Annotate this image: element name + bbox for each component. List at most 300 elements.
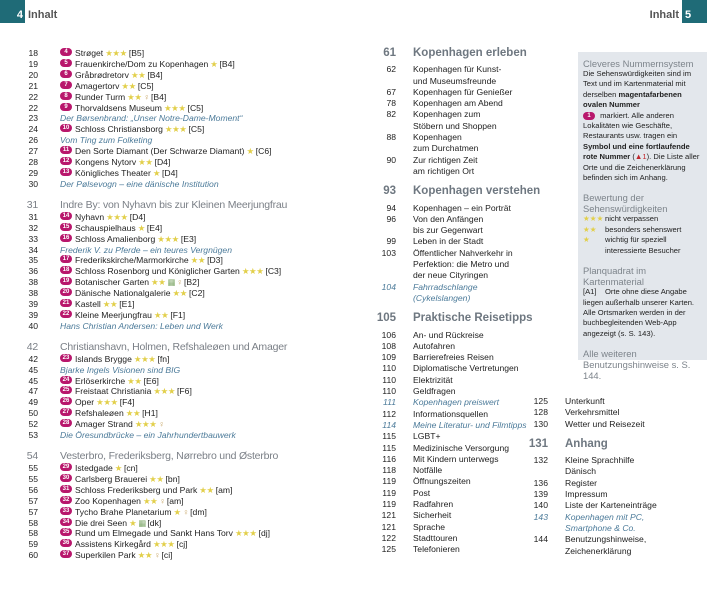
- sight-title: Die drei Seen: [75, 517, 128, 528]
- sight-entry[interactable]: [0, 70, 300, 81]
- sight-number-badge: 18: [60, 266, 72, 274]
- star-rating: ★★: [151, 277, 166, 288]
- map-grid-ref: [cj]: [176, 539, 188, 550]
- sight-entry[interactable]: [0, 299, 300, 310]
- sight-number-badge: 30: [60, 474, 72, 482]
- star-rating: ★: [152, 167, 161, 178]
- toc-entry[interactable]: [505, 407, 705, 418]
- page-number: 52: [28, 419, 38, 430]
- badge-example: 1: [583, 112, 595, 120]
- sight-entry[interactable]: [0, 485, 300, 496]
- red-symbol-icon: ▲1: [634, 152, 647, 162]
- page-number: 96: [386, 213, 396, 224]
- star-rating: ★: [173, 506, 181, 517]
- map-grid-ref: [E4]: [146, 222, 163, 233]
- sight-number-badge: 26: [60, 397, 72, 405]
- sight-entry[interactable]: [0, 408, 300, 419]
- sight-entry[interactable]: [0, 288, 300, 299]
- sight-title: Amagertorv: [75, 80, 120, 91]
- entry-title: Elektrizität: [413, 374, 453, 385]
- entry-title: Leben in der Stadt: [413, 236, 484, 247]
- entry-title: Öffnungszeiten: [413, 476, 471, 487]
- map-grid-ref: [B5]: [128, 48, 145, 58]
- page-number: 32: [28, 222, 38, 233]
- sight-number-badge: 21: [60, 299, 72, 307]
- page-number: 54: [26, 450, 38, 462]
- page-number: 118: [382, 465, 396, 476]
- chapter-title: Kopenhagen erleben: [413, 47, 527, 59]
- star-rating: ★★: [137, 550, 153, 561]
- page-number: 19: [28, 58, 38, 69]
- legend-row: [583, 225, 702, 235]
- sight-title: Tycho Brahe Planetarium: [75, 506, 172, 517]
- sight-title: Schauspielhaus: [75, 222, 136, 233]
- sight-entry[interactable]: [0, 539, 300, 550]
- sight-number-badge: 23: [60, 354, 72, 362]
- entry-title: Post: [413, 487, 431, 498]
- page-number: 49: [28, 397, 38, 408]
- sight-title: Den Sorte Diamant (Der Schwarze Diamant): [75, 146, 245, 157]
- star-rating: ★: [246, 146, 254, 157]
- page-number: 31: [26, 198, 38, 211]
- entry-title: Medizinische Versorgung: [413, 442, 510, 453]
- page-number: 119: [382, 476, 396, 487]
- page-number: 61: [383, 47, 396, 59]
- entry-title: Öffentlicher Nahverkehr in Perfektion: die Metro und der neue Cityringen: [413, 247, 513, 281]
- page-number: 119: [382, 487, 396, 498]
- entry-title: LGBT+: [413, 431, 441, 442]
- sight-entry[interactable]: [0, 48, 300, 59]
- page-number: 104: [381, 281, 396, 292]
- map-grid-ref: [dk]: [147, 517, 162, 528]
- star-rating: ★★★: [241, 266, 264, 277]
- star-rating: ★★★: [234, 528, 257, 539]
- feature-entry[interactable]: [0, 321, 300, 332]
- star-rating: ★: [210, 58, 218, 69]
- entry-title: Radfahren: [413, 498, 454, 509]
- page-number: 55: [28, 473, 38, 484]
- feature-entry[interactable]: [0, 430, 300, 441]
- star-rating: ★★: [172, 288, 187, 299]
- page-number: 21: [28, 80, 38, 91]
- legend-row: [583, 235, 702, 256]
- page-number: 143: [533, 511, 548, 522]
- map-grid-ref: [D3]: [207, 255, 223, 266]
- page-number: 125: [533, 396, 548, 406]
- sight-entry[interactable]: [0, 255, 300, 266]
- star-rating: ★★: [149, 473, 164, 484]
- sight-title: Schloss Rosenborg und Königlicher Garten: [75, 266, 240, 277]
- page-number: 140: [533, 500, 548, 511]
- page-number: 34: [28, 244, 38, 255]
- sight-entry[interactable]: [0, 212, 300, 223]
- star-rating: ★★★: [105, 48, 127, 58]
- map-grid-ref: [dj]: [258, 528, 271, 539]
- legend-stars: ★★: [583, 224, 597, 234]
- running-head-left: Inhalt: [28, 9, 58, 21]
- map-grid-ref: [am]: [166, 495, 184, 506]
- page-number: 136: [533, 477, 548, 488]
- child-friendly-icon: ♀: [154, 550, 161, 561]
- page-number: 121: [381, 510, 396, 521]
- entry-title: Geldfragen: [413, 386, 456, 397]
- map-grid-ref: [C5]: [188, 124, 205, 135]
- page-number: 26: [28, 135, 38, 146]
- box-numbering-text: Die Sehenswürdigkeiten sind im Text und im Kartenmaterial mit derselben magentafarbenen ovalen Nummer 1 markiert. Alle anderen Lokalitäten wie Geschäfte, Restaurants usw. tragen ein Symbol und eine fortlaufende rote Nummer (▲1). Die Liste aller Orte und die Zeichenerklärung befinden sich im Anhang.: [583, 69, 700, 183]
- page-number: 131: [528, 437, 548, 450]
- entry-title: Unterkunft: [565, 396, 605, 406]
- page-number: 47: [28, 386, 38, 397]
- sight-entry[interactable]: [0, 528, 300, 539]
- page-number: 103: [381, 247, 396, 258]
- legend-box: [578, 52, 707, 382]
- sight-title: Amager Strand: [75, 419, 133, 430]
- sight-number-badge: 13: [60, 168, 72, 176]
- star-rating: ★★: [125, 408, 141, 419]
- legend-text: wichtig für speziell interessierte Besucher: [605, 235, 681, 255]
- sight-entry[interactable]: [0, 234, 300, 245]
- sight-number-badge: 11: [60, 146, 72, 154]
- map-grid-ref: [C3]: [265, 266, 282, 277]
- page-number: 33: [28, 233, 38, 244]
- sight-number-badge: 19: [60, 277, 72, 285]
- page-number: 88: [386, 132, 396, 143]
- page-number: 93: [383, 185, 396, 198]
- page-number: 110: [382, 386, 396, 397]
- toc-entry[interactable]: [505, 489, 705, 500]
- feature-title: Bjarke Ingels Visionen sind BIG: [60, 364, 181, 375]
- sight-number-badge: 36: [60, 539, 72, 547]
- map-grid-ref: [B4]: [147, 69, 163, 80]
- sight-number-badge: 24: [60, 376, 72, 384]
- sight-number-badge: 22: [60, 310, 72, 318]
- toc-entry[interactable]: [505, 419, 705, 430]
- sight-number-badge: 6: [60, 70, 72, 78]
- sight-number-badge: 32: [60, 496, 72, 504]
- feature-title: Der Børsenbrand: „Unser Notre-Dame-Moment“: [60, 113, 243, 124]
- toc-entry[interactable]: [505, 396, 705, 407]
- section-heading[interactable]: [0, 198, 300, 212]
- sight-entry[interactable]: [0, 92, 300, 103]
- star-rating: ★★: [138, 157, 153, 168]
- toc-entry[interactable]: [505, 478, 705, 489]
- sight-title: Thorvaldsens Museum: [75, 102, 162, 113]
- map-grid-ref: [D4]: [162, 167, 178, 178]
- map-grid-ref: [E6]: [143, 375, 159, 386]
- sight-title: Frauenkirche/Dom zu Kopenhagen: [75, 58, 209, 69]
- section-title: Vesterbro, Frederiksberg, Nørrebro und Østerbro: [60, 450, 279, 462]
- page-number: 90: [386, 154, 396, 165]
- entry-title: Informationsquellen: [413, 408, 489, 419]
- sight-entry[interactable]: [0, 277, 300, 288]
- entry-title: Sicherheit: [413, 510, 452, 521]
- sight-title: Gråbrødretorv: [75, 69, 129, 80]
- star-rating: ★★: [142, 495, 158, 506]
- entry-title: Von den Anfängen bis zur Gegenwart: [413, 213, 484, 236]
- feature-entry[interactable]: [0, 179, 300, 190]
- chapter-title: Anhang: [565, 437, 608, 450]
- sight-title: Islands Brygge: [75, 353, 132, 364]
- sight-entry[interactable]: [0, 550, 300, 561]
- page-number: 30: [28, 178, 38, 189]
- page-number: 115: [382, 442, 396, 453]
- page-number: 105: [376, 312, 396, 325]
- page-number: 35: [28, 255, 38, 266]
- sight-entry[interactable]: [0, 124, 300, 135]
- page-number: 109: [381, 352, 396, 363]
- map-grid-ref: [C5]: [187, 102, 204, 113]
- feature-entry[interactable]: [0, 365, 300, 376]
- entry-title: Benutzungshinweise, Zeichenerklärung: [565, 534, 647, 556]
- entry-title: An- und Rückreise: [413, 329, 484, 340]
- chapter-heading[interactable]: [505, 439, 705, 450]
- map-grid-ref: [ci]: [161, 550, 173, 561]
- map-grid-ref: [C5]: [137, 80, 154, 91]
- sight-number-badge: 17: [60, 255, 72, 263]
- star-rating: ★★★: [106, 211, 128, 222]
- sight-title: Superkilen Park: [75, 550, 136, 561]
- sight-number-badge: 37: [60, 550, 72, 558]
- sight-title: Kastell: [75, 299, 101, 310]
- sight-entry[interactable]: [0, 103, 300, 114]
- sight-number-badge: 7: [60, 81, 72, 89]
- sight-title: Freistaat Christiania: [75, 386, 152, 397]
- star-rating: ★★★: [153, 386, 176, 397]
- sight-number-badge: 4: [60, 48, 72, 56]
- map-grid-ref: [B2]: [184, 277, 200, 288]
- star-rating: ★: [114, 463, 122, 473]
- sight-number-badge: 25: [60, 386, 72, 394]
- star-rating: ★★★: [163, 102, 186, 113]
- page-number: 116: [382, 453, 396, 464]
- legend-stars: ★★★: [583, 214, 604, 224]
- sight-title: Schloss Amalienborg: [75, 233, 156, 244]
- legend-row: [583, 214, 702, 224]
- sight-entry[interactable]: [0, 474, 300, 485]
- sight-title: Zoo Kopenhagen: [75, 495, 141, 506]
- box-grid-text: [A1] Orte ohne diese Angabe liegen außerhalb unserer Karten. Alle Ortsmarken werden in der buchbegleitenden Web-App angezeigt (s. S. 143).: [583, 287, 695, 338]
- feature-title: Hans Christian Andersen: Leben und Werk: [60, 320, 223, 331]
- page-number: 39: [28, 299, 38, 310]
- page-number: 45: [28, 375, 38, 386]
- sight-title: Carlsberg Brauerei: [75, 473, 148, 484]
- entry-title: Kopenhagen für Genießer: [413, 86, 513, 97]
- feature-title: Frederik V. zu Pferde – ein teures Vergnügen: [60, 244, 232, 255]
- feature-entry[interactable]: [0, 135, 300, 146]
- map-grid-ref: [F6]: [177, 386, 192, 397]
- entry-title: Kleine Sprachhilfe Dänisch: [565, 455, 635, 477]
- child-friendly-icon: ♀: [143, 91, 151, 102]
- star-rating: ★★★: [157, 233, 179, 244]
- star-rating: ★★★: [96, 397, 118, 408]
- page-number: 94: [386, 202, 396, 213]
- child-friendly-icon: ♀: [182, 506, 190, 517]
- star-rating: ★★★: [152, 539, 175, 550]
- sight-entry[interactable]: [0, 463, 300, 474]
- entry-title: Kopenhagen am Abend: [413, 98, 503, 109]
- page-number: 45: [28, 364, 38, 375]
- sight-number-badge: 31: [60, 485, 72, 493]
- child-friendly-icon: ♀: [158, 419, 165, 430]
- star-rating: ★★: [130, 69, 146, 80]
- sight-title: Schloss Christiansborg: [75, 124, 163, 135]
- page-number: 58: [28, 528, 38, 539]
- box-heading-rating: Bewertung der Sehenswürdigkeiten: [583, 192, 668, 215]
- entry-title: Meine Literatur- und Filmtipps: [413, 419, 527, 430]
- sight-title: Kleine Meerjungfrau: [75, 309, 152, 320]
- map-grid-ref: [C6]: [255, 146, 272, 157]
- running-head-right: Inhalt: [649, 9, 679, 21]
- sight-entry[interactable]: [0, 376, 300, 387]
- feature-entry[interactable]: [0, 113, 300, 124]
- map-grid-ref: [cn]: [123, 463, 138, 473]
- entry-title: Barrierefreies Reisen: [413, 352, 494, 363]
- page-number: 18: [28, 48, 38, 58]
- child-friendly-icon: ♀: [159, 495, 166, 506]
- sight-entry[interactable]: [0, 266, 300, 277]
- sight-number-badge: 28: [60, 419, 72, 427]
- entry-title: Telefonieren: [413, 544, 460, 555]
- star-rating: ★★★: [133, 353, 156, 364]
- sight-title: Refshaleøen: [75, 408, 124, 419]
- map-grid-ref: [fn]: [157, 353, 170, 364]
- page-number: 114: [382, 419, 396, 430]
- chapter-title: Kopenhagen verstehen: [413, 185, 541, 198]
- page-number-right: 5: [682, 0, 707, 23]
- box-heading-grid: Planquadrat im Kartenmaterial: [583, 265, 647, 288]
- section-title: Christianshavn, Holmen, Refshaleøen und Amager: [60, 340, 288, 353]
- page-number: 42: [28, 353, 38, 364]
- entry-title: Autofahren: [413, 340, 456, 351]
- entry-title: Wetter und Reisezeit: [565, 418, 645, 429]
- map-grid-ref: [B4]: [151, 91, 167, 102]
- sight-entry[interactable]: [0, 81, 300, 92]
- entry-title: Register: [565, 477, 597, 488]
- sight-entry[interactable]: [0, 168, 300, 179]
- sight-number-badge: 29: [60, 463, 72, 471]
- legend-stars: ★: [583, 235, 590, 245]
- sight-number-badge: 9: [60, 103, 72, 111]
- box-heading-more: Alle weiteren Benutzungshinweise s. S. 144.: [583, 348, 691, 382]
- sight-number-badge: 27: [60, 408, 72, 416]
- page-number: 121: [381, 521, 396, 532]
- page-number: 132: [533, 455, 548, 466]
- sight-title: Schloss Frederiksberg und Park: [75, 484, 198, 495]
- star-rating: ★★★: [134, 419, 157, 430]
- page-number: 111: [382, 397, 396, 408]
- feature-entry[interactable]: [0, 245, 300, 256]
- page-number: 23: [28, 113, 38, 124]
- sight-title: Istedgade: [75, 463, 113, 473]
- box-heading-numbering: Cleveres Nummernsystem: [583, 58, 694, 69]
- star-rating: ★★: [199, 484, 214, 495]
- page-number: 55: [28, 463, 38, 473]
- toc-entry[interactable]: [505, 534, 705, 557]
- sight-title: Rund um Elmegade und Sankt Hans Torv: [75, 528, 233, 539]
- toc-entry[interactable]: [505, 500, 705, 511]
- sight-number-badge: 33: [60, 507, 72, 515]
- map-grid-ref: [E1]: [119, 299, 135, 310]
- map-grid-ref: [dm]: [190, 506, 207, 517]
- star-rating: ★★: [190, 255, 206, 266]
- sight-number-badge: 5: [60, 59, 72, 67]
- sight-entry[interactable]: [0, 59, 300, 70]
- sight-entry[interactable]: [0, 354, 300, 365]
- star-rating: ★★: [127, 375, 142, 386]
- sight-entry[interactable]: [0, 310, 300, 321]
- page-number: 125: [381, 544, 396, 555]
- entry-title: Sprache: [413, 521, 446, 532]
- sight-number-badge: 35: [60, 528, 72, 536]
- page-number: 82: [386, 109, 396, 120]
- sight-title: Nyhavn: [75, 211, 105, 222]
- map-grid-ref: [F4]: [119, 397, 135, 408]
- child-friendly-icon: ♀: [176, 277, 184, 288]
- sight-number-badge: 8: [60, 92, 72, 100]
- star-rating: ★★: [102, 299, 118, 310]
- page-number: 31: [28, 211, 38, 222]
- map-grid-ref: [E3]: [180, 233, 197, 244]
- sight-entry[interactable]: [0, 397, 300, 408]
- page-number: 60: [28, 550, 38, 561]
- page-number: 139: [533, 489, 548, 500]
- entry-title: Verkehrsmittel: [565, 407, 620, 418]
- feature-title: Vom Ting zum Folketing: [60, 135, 153, 146]
- toc-right-column: [505, 396, 705, 557]
- sight-entry[interactable]: [0, 146, 300, 157]
- entry-title: Mit Kindern unterwegs: [413, 453, 499, 464]
- page-number: 20: [28, 69, 38, 80]
- page-number: 40: [28, 320, 38, 331]
- toc-entry[interactable]: [505, 512, 705, 535]
- page-number: 38: [28, 288, 38, 299]
- entry-title: Notfälle: [413, 465, 443, 476]
- map-grid-ref: [D4]: [129, 211, 146, 222]
- sight-entry[interactable]: [0, 223, 300, 234]
- page-number: 50: [28, 408, 38, 419]
- entry-title: Kopenhagen für Kunst- und Museumsfreunde: [413, 64, 502, 86]
- page-number: 115: [382, 431, 396, 442]
- section-heading[interactable]: [0, 340, 300, 354]
- page-number: 53: [28, 430, 38, 441]
- sight-number-badge: 34: [60, 518, 72, 526]
- sight-entry[interactable]: [0, 419, 300, 430]
- entry-title: Zur richtigen Zeit am richtigen Ort: [413, 154, 478, 176]
- section-title: Indre By: von Nyhavn bis zur Kleinen Meerjungfrau: [60, 198, 288, 211]
- legend-text: besonders sehenswert: [605, 224, 682, 234]
- feature-title: Der Pølsevogn – eine dänische Institution: [60, 178, 219, 189]
- page-number: 106: [381, 329, 396, 340]
- page-number: 57: [28, 506, 38, 517]
- sight-entry[interactable]: [0, 496, 300, 507]
- map-grid-ref: [D4]: [154, 157, 171, 168]
- sight-title: Oper: [75, 397, 95, 408]
- page-number: 110: [382, 363, 396, 374]
- entry-title: Kopenhagen – ein Porträt: [413, 202, 511, 213]
- page-number: 78: [386, 98, 396, 109]
- page-number: 128: [533, 407, 548, 418]
- toc-sights-column: [0, 48, 300, 561]
- sight-title: Runder Turm: [75, 91, 126, 102]
- toc-entry[interactable]: [505, 455, 705, 478]
- section-heading[interactable]: [0, 449, 300, 463]
- sight-entry[interactable]: [0, 518, 300, 529]
- sight-entry[interactable]: [0, 157, 300, 168]
- sight-entry[interactable]: [0, 507, 300, 518]
- page-number: 28: [28, 157, 38, 168]
- sight-entry[interactable]: [0, 386, 300, 397]
- sight-number-badge: 12: [60, 157, 72, 165]
